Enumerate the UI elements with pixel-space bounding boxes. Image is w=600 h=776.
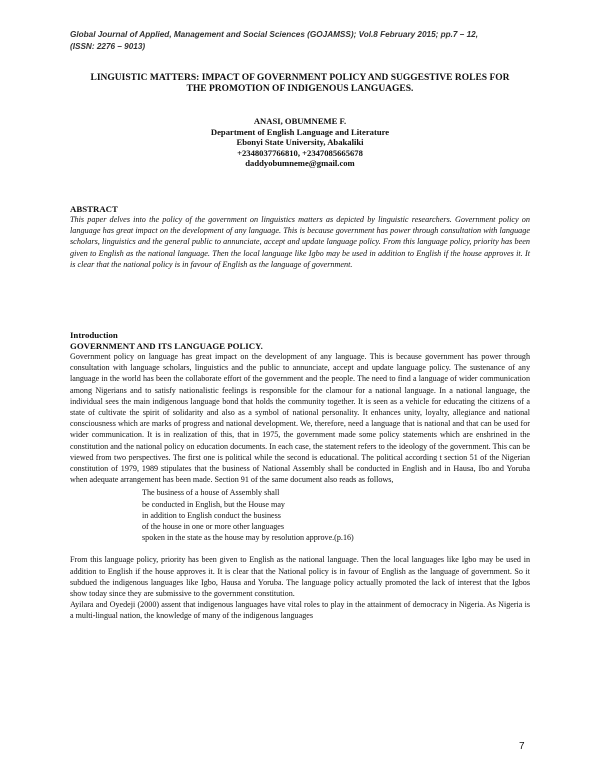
page-number: 7 [519,741,525,752]
author-university: Ebonyi State University, Abakaliki [236,137,364,148]
author-name: ANASI, OBUMNEME F. [253,116,347,126]
quote-line: spoken in the state as the house may by resolution approve.(p.16) [142,533,354,543]
quote-line: The business of a house of Assembly shall [142,488,280,498]
abstract-text: This paper delves into the policy of the government on linguistics matters as depicted by linguistic researchers. Government policy on language has great impact on the development of any language. This is because government has power through consultation with language scholars, linguistics and the general public to annunciate, accept and update language policy. From this language policy, priority has been given to English as the national language. Then the local language like Igbo may be used in addition to English if the house approves it. It is clear that the national policy is in favour of English as the language of government. [70,215,530,269]
introduction-section [70,330,530,622]
paper-title-line-2: THE PROMOTION OF INDIGENOUS LANGUAGES. [186,84,414,94]
journal-citation-line: Global Journal of Applied, Management and Social Sciences (GOJAMSS); Vol.8 February 2015; pp.7 – 12, [70,30,478,39]
block-quote [142,487,530,543]
quote-line: of the house in one or more other languages [142,522,285,532]
section-heading: GOVERNMENT AND ITS LANGUAGE POLICY. [70,340,263,351]
author-email: daddyobumneme@gmail.com [245,158,355,169]
author-department: Department of English Language and Literature [210,126,390,137]
body-paragraph-2: From this language policy, priority has been given to English as the national language. Then the local languages like Igbo may be used in addition to English if the house approves it. It is clear that the National policy is in favour of English as the language of government. So it subdued the indigenous languages like Igbo, Hausa and Yoruba. The language policy actually promoted the lack of interest that the Igbos show today since they are submissive to the government constitution. [70,555,530,599]
body-paragraph-3: Ayilara and Oyedeji (2000) assent that indigenous languages have vital roles to play in the attainment of democracy in Nigeria. As Nigeria is a multi-lingual nation, the knowledge of many of the indigenous languages [70,600,530,621]
journal-issn-line: (ISSN: 2276 – 9013) [70,41,146,51]
author-phone: +2348037766810, +2347085665678 [237,147,363,158]
paper-title-line-1: LINGUISTIC MATTERS: IMPACT OF GOVERNMENT POLICY AND SUGGESTIVE ROLES FOR [90,73,510,83]
body-paragraph-1: Government policy on language has great impact on the development of any language. This is because government has power through consultation with language scholars, linguistics and the public to annunciate, accept and update language policy. The sustenance of any language in the world has been the collaborate effort of the government and the people. The need to find a language of wider communication among Nigerians and to satisfy nationalistic feelings is responsible for the clamour for a national language. In a national language, the individual sees the main indigenous language bond that holds the community together. It is seen as a vehicle for educating the citizens of a state of cultivate the spirit of solidarity and also as a symbol of national personality. It enhances unity, loyalty, allegiance and national consciousness which are marks of progress and national development. We, therefore, need a language that is national and that can be used for wider communication. It is in realization of this, that in 1975, the government made some policy statements which are enshrined in the constitution and the national policy on education documents. In each case, the statement refers to the ideology of the government. This can be viewed from two perspectives. The first one is political while the second is educational. The political according t section 51 of the Nigerian constitution of 1979, 1989 stipulates that the business of National Assembly shall be conducted in English and in Hausa, Ibo and Yoruba when adequate arrangement has been made. Section 91 of the same document also reads as follows, [70,352,530,485]
introduction-heading: Introduction [70,330,118,340]
abstract-section [70,204,530,270]
quote-line: be conducted in English, but the House may [142,499,285,509]
quote-line: in addition to English conduct the business [142,510,281,520]
paper-title [70,73,530,95]
abstract-heading: ABSTRACT [70,204,118,214]
journal-header [70,29,540,52]
author-block [70,116,530,169]
